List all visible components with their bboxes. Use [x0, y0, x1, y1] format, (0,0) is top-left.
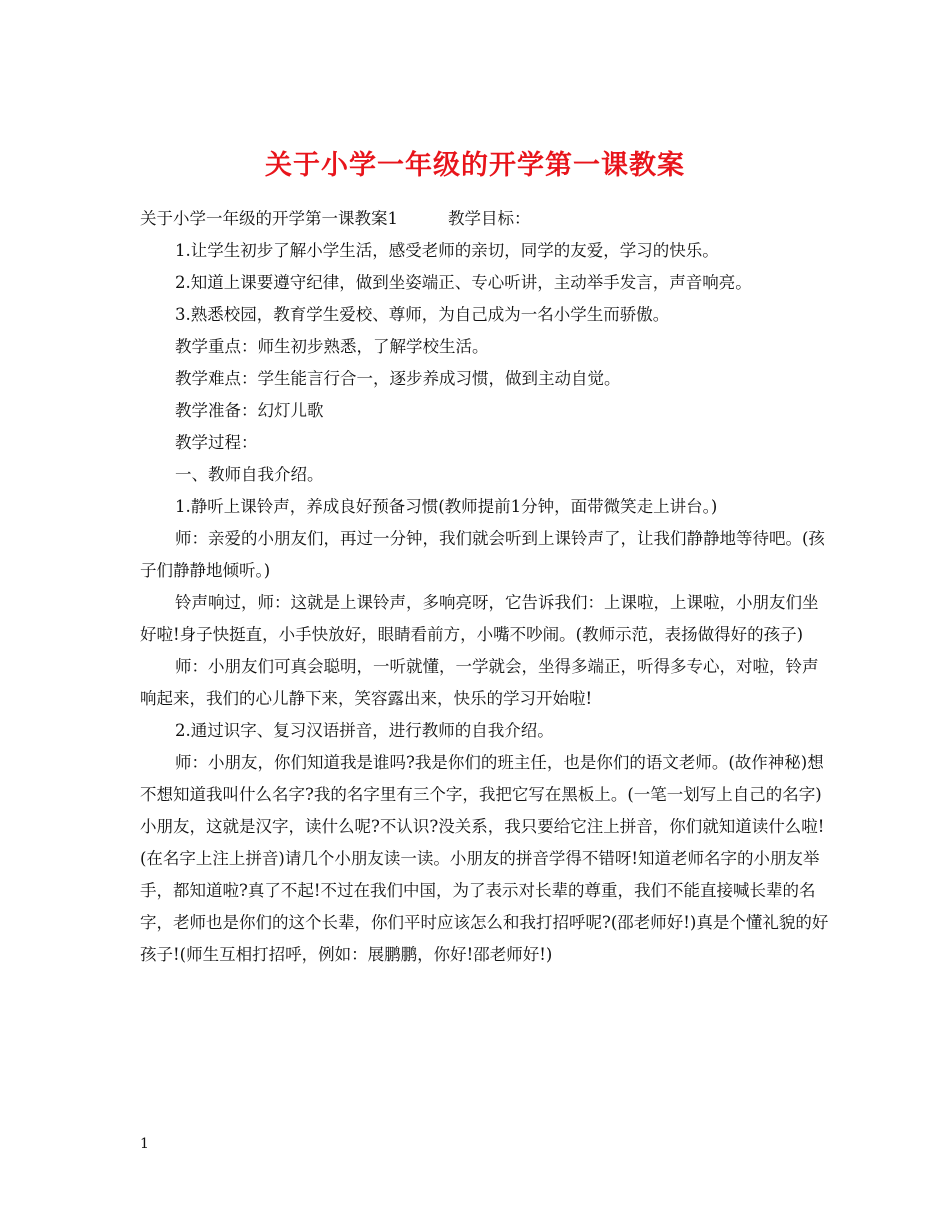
paragraph-teacher-2: 师：小朋友们可真会聪明，一听就懂，一学就会，坐得多端正，听得多专心，对啦，铃声响起来，我们的心儿静下来，笑容露出来，快乐的学习开始啦!	[140, 657, 819, 708]
paragraph-bell-rang: 铃声响过，师：这就是上课铃声，多响亮呀，它告诉我们：上课啦，上课啦，小朋友们坐好啦!身子快挺直，小手快放好，眼睛看前方，小嘴不吵闹。(教师示范，表扬做得好的孩子)	[140, 593, 819, 644]
teaching-goals-label: 教学目标：	[448, 209, 531, 228]
paragraph-preparation: 教学准备：幻灯儿歌	[175, 401, 324, 420]
page-number: 1	[140, 1136, 149, 1152]
paragraph-goal-2: 2.知道上课要遵守纪律，做到坐姿端正、专心听讲，主动举手发言，声音响亮。	[175, 273, 752, 292]
paragraph-key-point: 教学重点：师生初步熟悉，了解学校生活。	[175, 337, 489, 356]
paragraph-difficulty: 教学难点：学生能言行合一，逐步养成习惯，做到主动自觉。	[175, 369, 621, 388]
intro-heading: 关于小学一年级的开学第一课教案1	[140, 209, 398, 228]
paragraph-section-2: 2.通过识字、复习汉语拼音，进行教师的自我介绍。	[175, 721, 554, 740]
paragraph-bell: 1.静听上课铃声，养成良好预备习惯(教师提前1分钟，面带微笑走上讲台。)	[175, 497, 718, 516]
document-body	[140, 203, 830, 971]
paragraph-teacher-1: 师：亲爱的小朋友们，再过一分钟，我们就会听到上课铃声了，让我们静静地等待吧。(孩子们静静地倾听。)	[140, 529, 825, 580]
document-title: 关于小学一年级的开学第一课教案	[265, 150, 685, 182]
paragraph-teacher-3: 师：小朋友，你们知道我是谁吗?我是你们的班主任，也是你们的语文老师。(故作神秘)想不想知道我叫什么名字?我的名字里有三个字，我把它写在黑板上。(一笔一划写上自己的名字)小朋友，这就是汉字，读什么呢?不认识?没关系，我只要给它注上拼音，你们就知道读什么啦!(在名字上注上拼音)请几个小朋友读一读。小朋友的拼音学得不错呀!知道老师名字的小朋友举手，都知道啦?真了不起!不过在我们中国，为了表示对长辈的尊重，我们不能直接喊长辈的名字，老师也是你们的这个长辈，你们平时应该怎么和我打招呼呢?(邵老师好!)真是个懂礼貌的好孩子!(师生互相打招呼，例如：展鹏鹏，你好!邵老师好!)	[140, 753, 829, 964]
paragraph-section-1: 一、教师自我介绍。	[175, 465, 324, 484]
paragraph-goal-1: 1.让学生初步了解小学生活，感受老师的亲切，同学的友爱，学习的快乐。	[175, 241, 719, 260]
paragraph-process: 教学过程：	[175, 433, 258, 452]
intro-line	[140, 203, 830, 235]
paragraph-goal-3: 3.熟悉校园，教育学生爱校、尊师，为自己成为一名小学生而骄傲。	[175, 305, 670, 324]
